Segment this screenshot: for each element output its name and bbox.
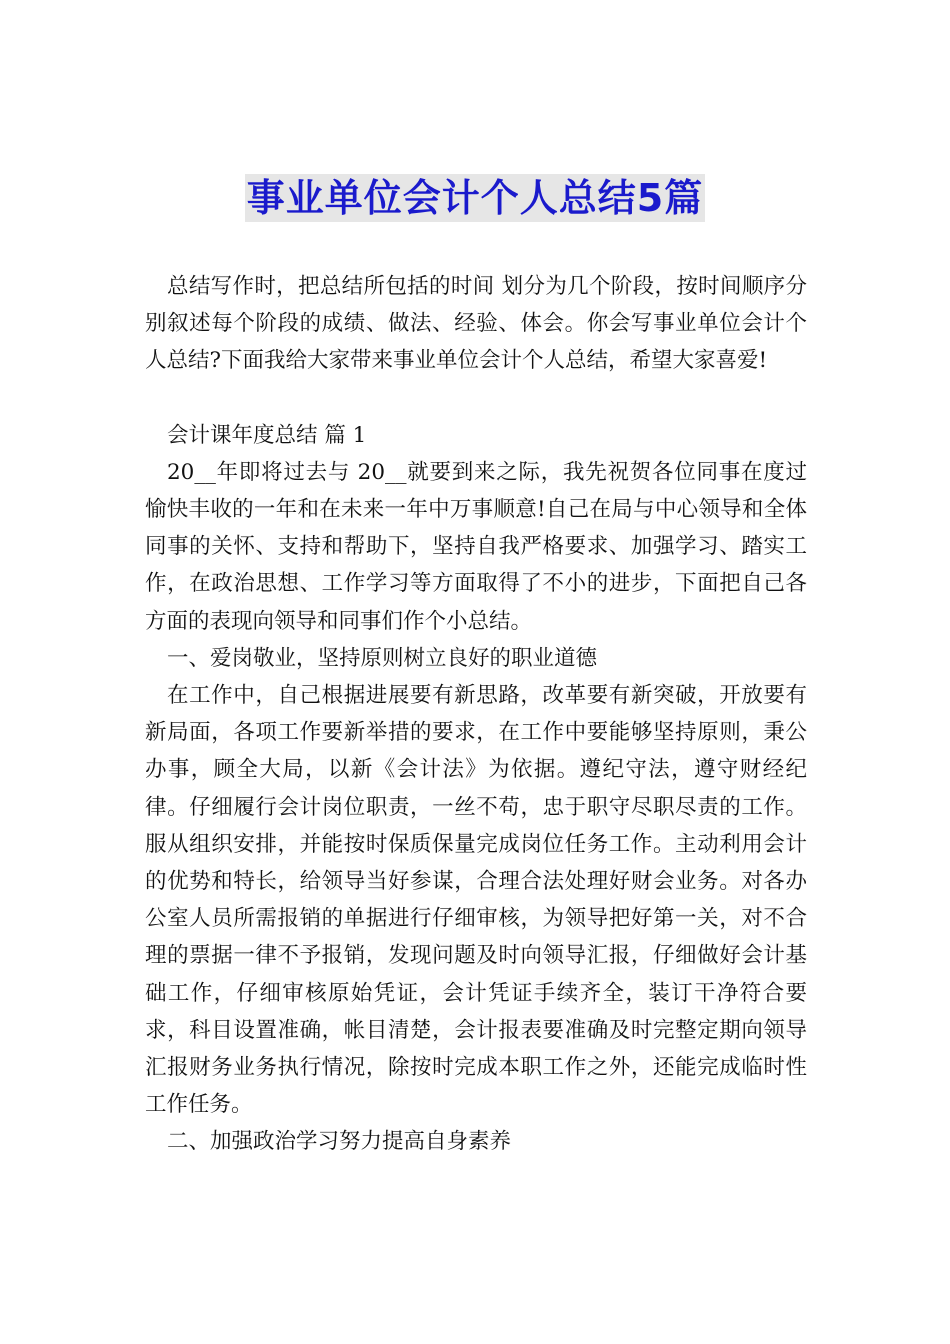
body-paragraph: 20__年即将过去与 20__就要到来之际，我先祝贺各位同事在度过愉快丰收的一年和在未来一年中万事顺意!自己在局与中心领导和全体同事的关怀、支持和帮助下，坚持自我严格要求、加强学习、踏实工作，在政治思想、工作学习等方面取得了不小的进步，下面把自己各方面的表现向领导和同事们作个小总结。 (145, 459, 807, 634)
subsection-heading: 一、爱岗敬业，坚持原则树立良好的职业道德 (167, 645, 598, 671)
section-heading: 会计课年度总结 篇 1 (167, 422, 367, 448)
document-title: 事业单位会计个人总结5篇 (246, 176, 704, 220)
paragraph-spacer (145, 380, 807, 417)
document-body (145, 268, 807, 1161)
title-container (0, 174, 950, 222)
intro-paragraph: 总结写作时，把总结所包括的时间 划分为几个阶段，按时间顺序分别叙述每个阶段的成绩、做法、经验、体会。你会写事业单位会计个人总结?下面我给大家带来事业单位会计个人总结，希望大家喜爱! (145, 274, 807, 374)
body-paragraph: 在工作中，自己根据进展要有新思路，改革要有新突破，开放要有新局面，各项工作要新举措的要求，在工作中要能够坚持原则，秉公办事，顾全大局，以新《会计法》为依据。遵纪守法，遵守财经纪律。仔细履行会计岗位职责，一丝不苟，忠于职守尽职尽责的工作。服从组织安排，并能按时保质保量完成岗位任务工作。主动利用会计的优势和特长，给领导当好参谋，合理合法处理好财会业务。对各办公室人员所需报销的单据进行仔细审核，为领导把好第一关，对不合理的票据一律不予报销，发现问题及时向领导汇报，仔细做好会计基础工作，仔细审核原始凭证，会计凭证手续齐全，装订干净符合要求，科目设置准确，帐目清楚，会计报表要准确及时完整定期向领导汇报财务业务执行情况，除按时完成本职工作之外，还能完成临时性工作任务。 (145, 683, 807, 1118)
subsection-heading: 二、加强政治学习努力提高自身素养 (167, 1129, 512, 1155)
